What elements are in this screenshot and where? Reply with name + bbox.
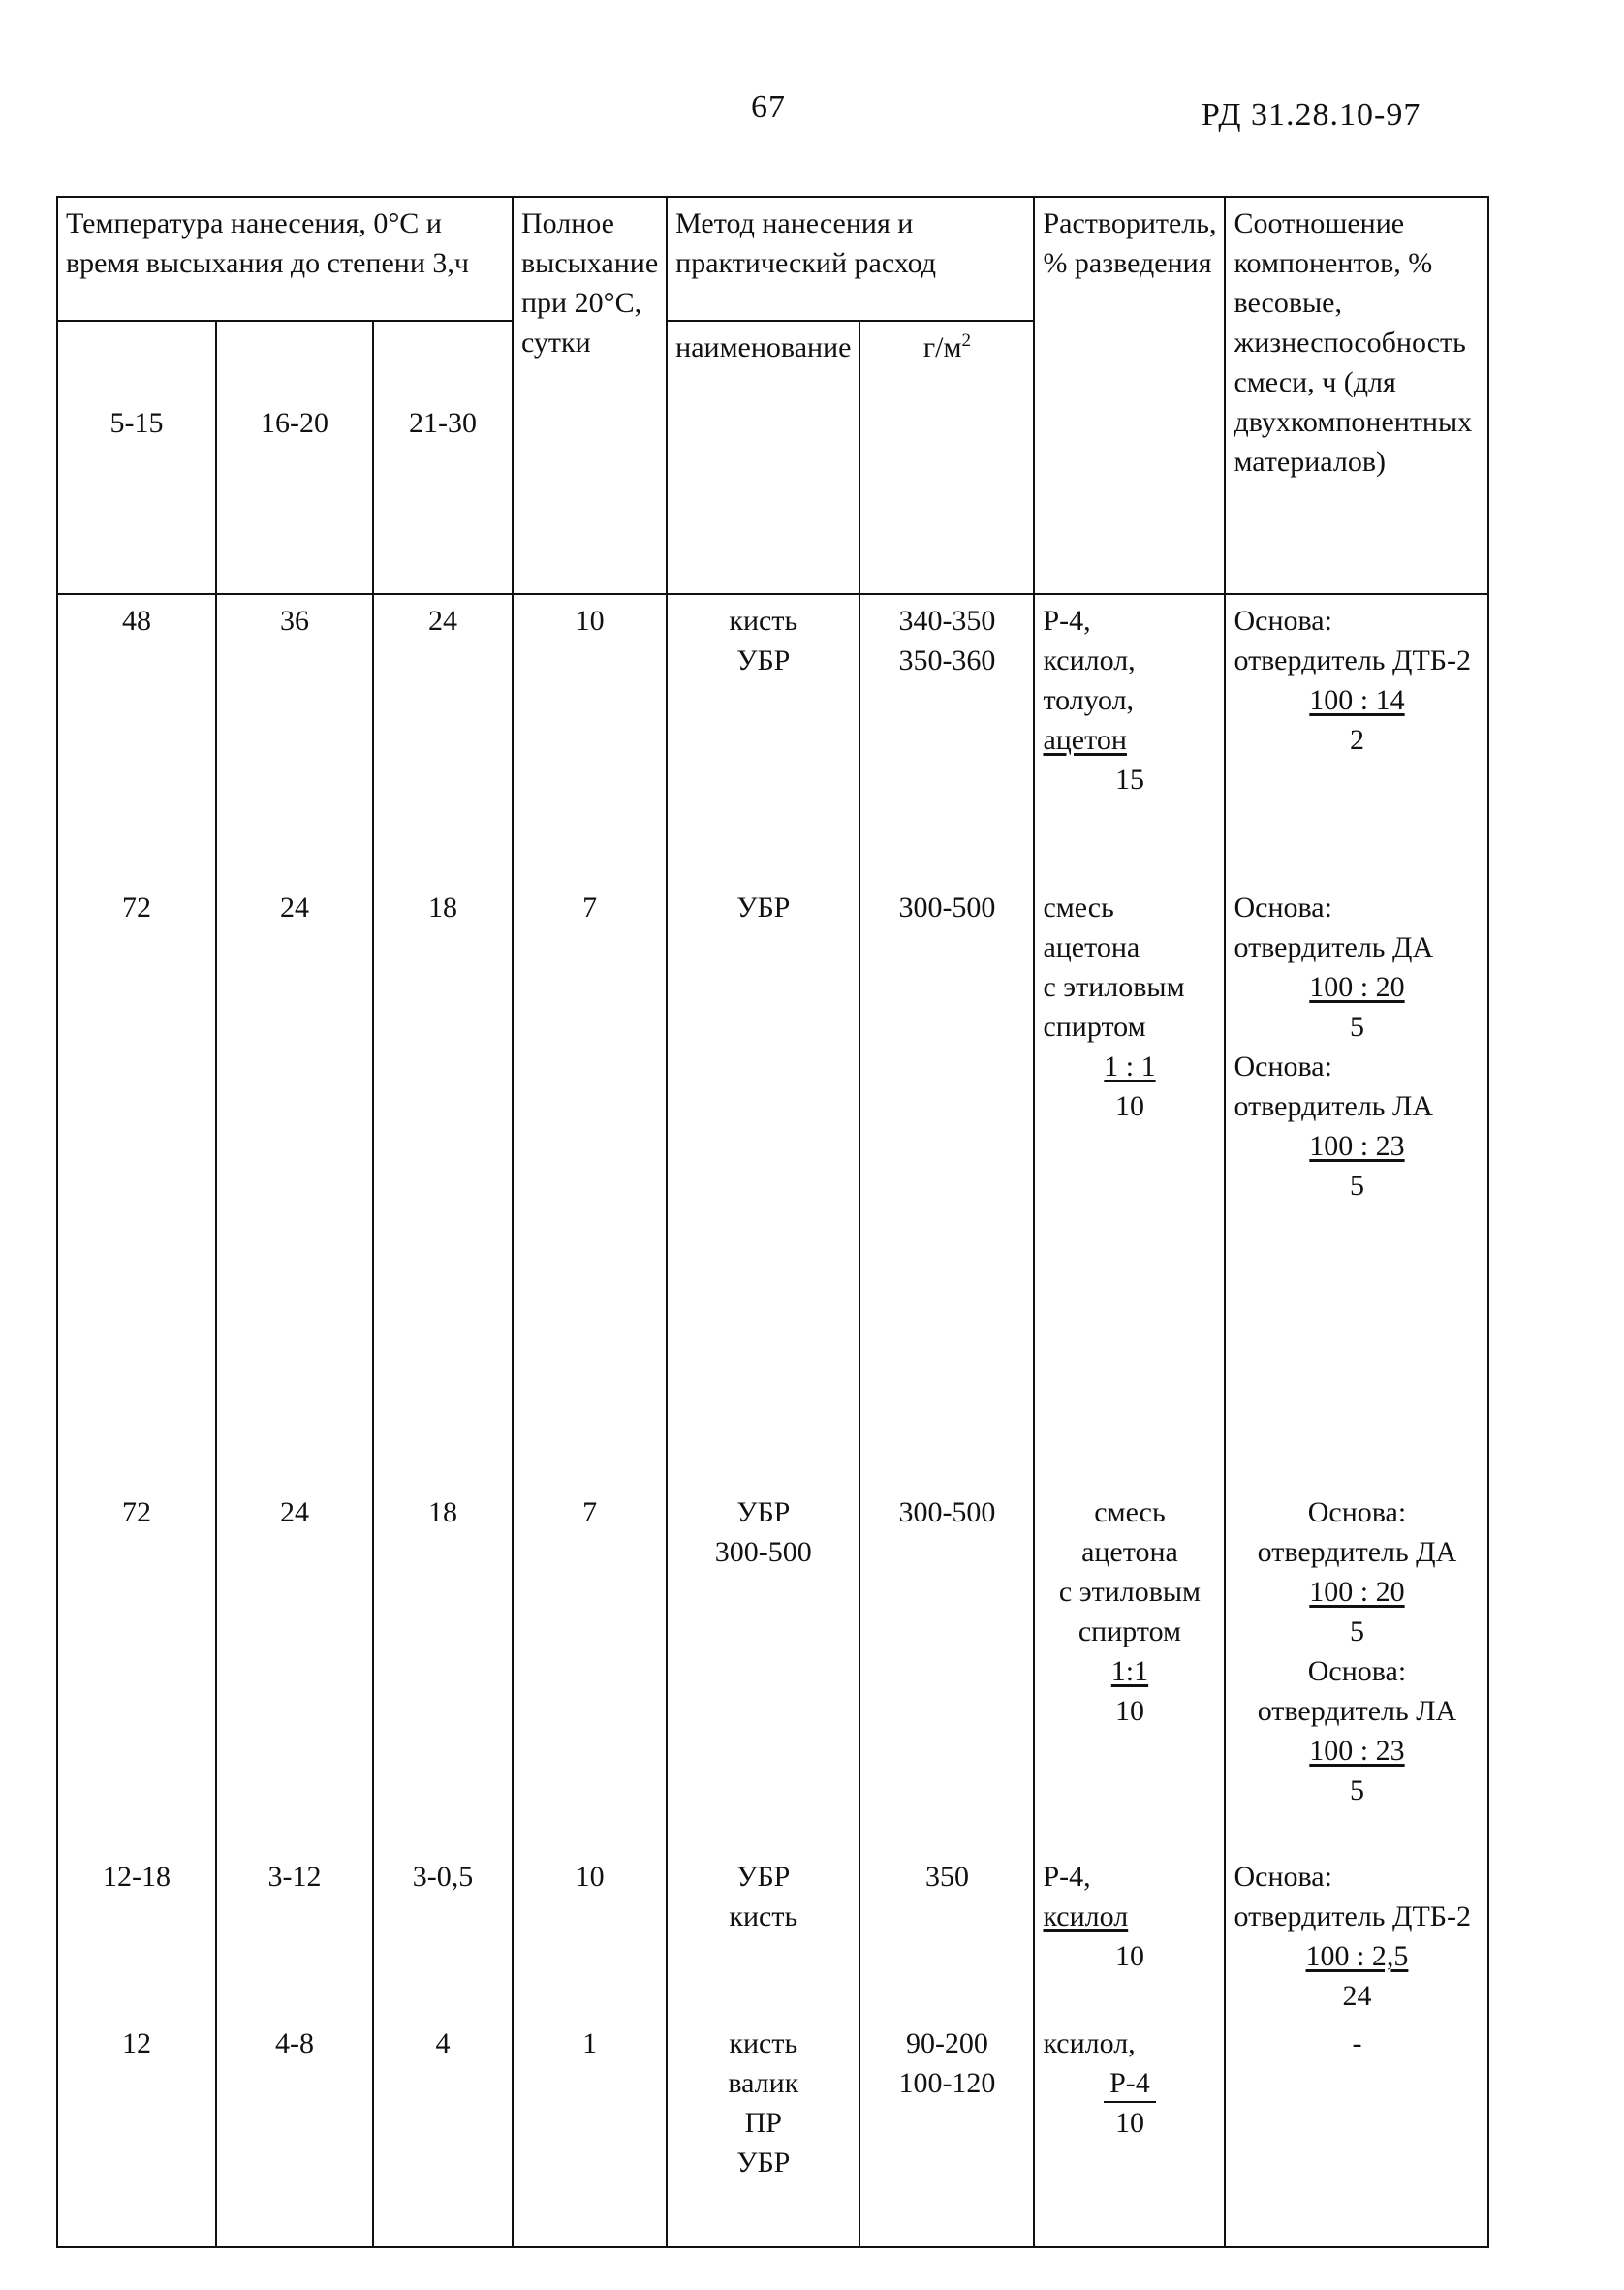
cell-t1: 72 (57, 1487, 216, 1851)
cell-ratio: Основа: отвердитель ДТБ-2 100 : 2,5 24 (1225, 1851, 1488, 2018)
table-row (57, 594, 1488, 882)
cell-ratio: Основа: отвердитель ДТБ-2 100 : 14 2 (1225, 594, 1488, 882)
cell-t2: 24 (216, 1487, 373, 1851)
cell-t1: 72 (57, 882, 216, 1487)
header-temp-col-1: 5-15 (57, 321, 216, 594)
cell-t3: 3-0,5 (373, 1851, 513, 2018)
cell-t3: 24 (373, 594, 513, 882)
cell-full: 7 (513, 882, 667, 1487)
header-temp-group: Температура нанесения, 0°С и время высыхания до степени 3,ч (57, 197, 513, 321)
header-solvent: Растворитель, % разведения (1034, 197, 1225, 594)
cell-ratio: - (1225, 2018, 1488, 2247)
header-temp-col-3: 21-30 (373, 321, 513, 594)
table-row (57, 1487, 1488, 1851)
table-row (57, 2018, 1488, 2247)
materials-table (56, 196, 1489, 2248)
cell-solvent: смесь ацетона с этиловым спиртом 1:1 10 (1034, 1487, 1225, 1851)
header-method-group: Метод нанесения и практический расход (667, 197, 1034, 321)
cell-method: кисть валик ПР УБР (667, 2018, 859, 2247)
header-full-drying: Полное высыхание при 20°С, сутки (513, 197, 667, 594)
cell-method: кисть УБР (667, 594, 859, 882)
cell-t2: 36 (216, 594, 373, 882)
cell-method: УБР кисть (667, 1851, 859, 2018)
cell-method: УБР (667, 882, 859, 1487)
cell-rate: 350 (859, 1851, 1034, 2018)
cell-t1: 12-18 (57, 1851, 216, 2018)
cell-solvent: смесь ацетона с этиловым спиртом 1 : 1 10 (1034, 882, 1225, 1487)
header-ratio: Соотношение компонентов, % весовые, жизнеспособность смеси, ч (для двухкомпонентных материалов) (1225, 197, 1488, 594)
cell-full: 10 (513, 1851, 667, 2018)
cell-ratio: Основа: отвердитель ДА 100 : 20 5 Основа: отвердитель ЛА 100 : 23 5 (1225, 1487, 1488, 1851)
header-method-name: наименование (667, 321, 859, 594)
table-row (57, 882, 1488, 1487)
cell-t2: 3-12 (216, 1851, 373, 2018)
cell-rate: 340-350 350-360 (859, 594, 1034, 882)
cell-full: 10 (513, 594, 667, 882)
cell-t2: 24 (216, 882, 373, 1487)
cell-rate: 90-200 100-120 (859, 2018, 1034, 2247)
cell-method: УБР 300-500 (667, 1487, 859, 1851)
cell-full: 1 (513, 2018, 667, 2247)
cell-t2: 4-8 (216, 2018, 373, 2247)
cell-full: 7 (513, 1487, 667, 1851)
cell-solvent: Р-4, ксилол 10 (1034, 1851, 1225, 2018)
cell-t3: 18 (373, 882, 513, 1487)
cell-t3: 18 (373, 1487, 513, 1851)
document-code: РД 31.28.10-97 (1202, 97, 1421, 133)
cell-solvent: Р-4, ксилол, толуол, ацетон 15 (1034, 594, 1225, 882)
header-row-1 (57, 197, 1488, 321)
table-container (56, 196, 1489, 2248)
page-number: 67 (751, 89, 786, 125)
header-temp-col-2: 16-20 (216, 321, 373, 594)
cell-solvent: ксилол, Р-4 10 (1034, 2018, 1225, 2247)
cell-rate: 300-500 (859, 882, 1034, 1487)
cell-t1: 48 (57, 594, 216, 882)
header-method-rate: $г/м^2$ (859, 321, 1034, 594)
cell-t1: 12 (57, 2018, 216, 2247)
table-row (57, 1851, 1488, 2018)
cell-rate: 300-500 (859, 1487, 1034, 1851)
cell-ratio: Основа: отвердитель ДА 100 : 20 5 Основа: отвердитель ЛА 100 : 23 5 (1225, 882, 1488, 1487)
cell-t3: 4 (373, 2018, 513, 2247)
